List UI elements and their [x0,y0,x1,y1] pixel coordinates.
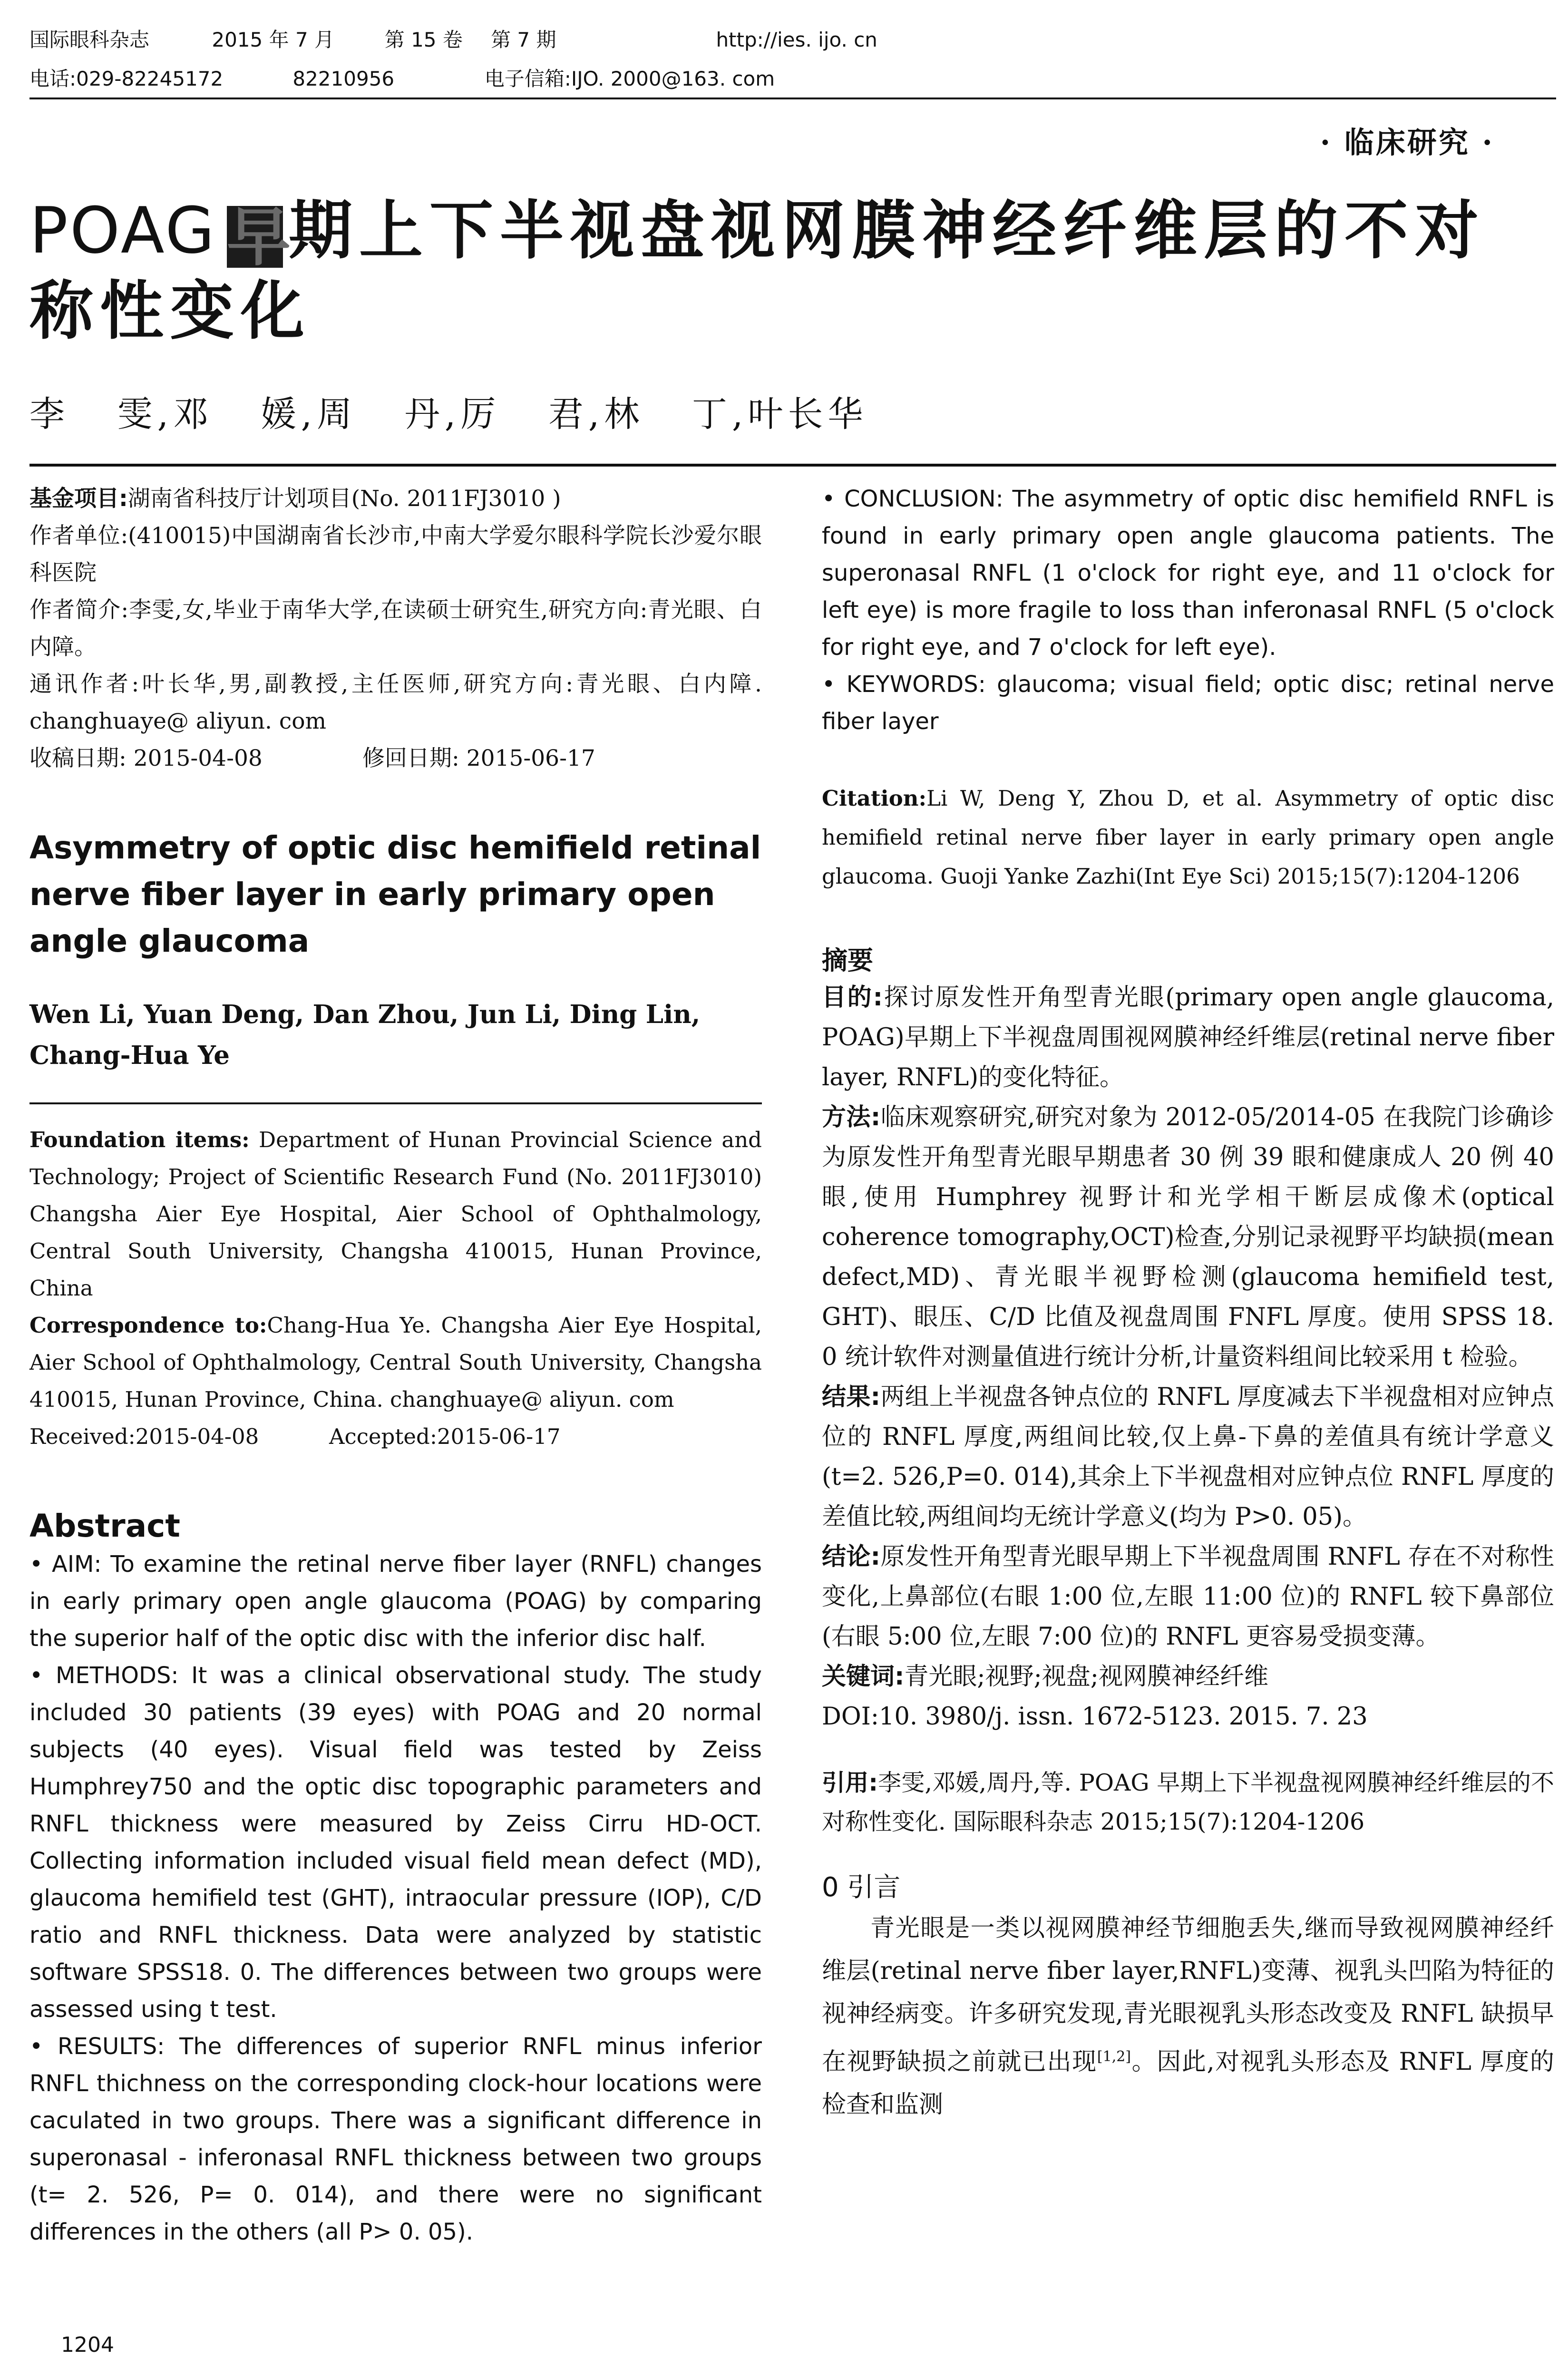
title-rest: 期上下半视盘视网膜神经纤维层的不对称性变化 [29,193,1486,348]
citation-cn [822,1763,1554,1841]
email[interactable]: 电子信箱:IJO. 2000@163. com [484,67,775,90]
corr-label: 通讯作者: [29,671,139,697]
authors-en: Wen Li, Yuan Deng, Dan Zhou, Jun Li, Ding Lin, Chang-Hua Ye [29,1000,701,1070]
cn-keywords-label: 关键词: [822,1663,905,1691]
phone: 电话:029-82245172 [29,67,224,90]
title-highlight-char: 早 [227,199,291,274]
bio-text: 李雯,女,毕业于南华大学,在读硕士研究生,研究方向:青光眼、白内障。 [29,597,762,660]
right-column [822,480,1554,2126]
issue: 第 7 期 [491,28,556,51]
intro-text-2: 。因此,对视乳头形态及 RNFL 厚度的检查和监测 [822,2048,1554,2119]
abstract-cn-heading: 摘要 [822,945,873,975]
cn-methods-label: 方法: [822,1103,881,1131]
received-en: Received:2015-04-08 [29,1424,259,1449]
intro-reference[interactable]: [1,2] [1097,2048,1131,2065]
cn-conclusion-label: 结论: [822,1543,881,1571]
abstract-en-left [29,1546,762,2250]
cn-results-label: 结果: [822,1383,881,1411]
authors-rule [29,1102,762,1104]
corr-text: 叶长华,男,副教授,主任医师,研究方向:青光眼、白内障. changhuaye@ aliyun. com [29,671,762,734]
title-poag: POAG [29,194,217,268]
citation-en [822,779,1554,896]
correspondence-label: Correspondence to: [29,1313,267,1338]
cn-conclusion: 原发性开角型青光眼早期上下半视盘周围 RNFL 存在不对称性变化,上鼻部位(右眼 1:00 位,左眼 11:00 位)的 RNFL 较下鼻部位(右眼 5:00 位,左眼 7:00 位)的 RNFL 更容易受损变薄。 [822,1543,1554,1651]
article-title-en: Asymmetry of optic disc hemifield retinal nerve fiber layer in early primary open angle glaucoma [29,829,761,959]
citation-text: Li W, Deng Y, Zhou D, et al. Asymmetry of optic disc hemifield retinal nerve fiber layer in early primary open angle glaucoma. Guoji Yanke Zazhi(Int Eye Sci) 2015;15(7):1204-1206 [822,786,1554,889]
unit-text: (410015)中国湖南省长沙市,中南大学爱尔眼科学院长沙爱尔眼科医院 [29,523,762,586]
cn-keywords: 青光眼;视野;视盘;视网膜神经纤维 [904,1663,1268,1691]
abstract-cn [822,978,1554,1737]
cn-methods: 临床观察研究,研究对象为 2012-05/2014-05 在我院门诊确诊为原发性开角型青光眼早期患者 30 例 39 眼和健康成人 20 例 40 眼,使用 Humphrey 视野计和光学相干断层成像术(optical coherence tomography,OCT)检查,分别记录视野平均缺损(mean defect,MD)、青光眼半视野检测(glaucoma hemifield test, GHT)、眼压、C/D 比值及视盘周围 FNFL 厚度。使用 SPSS 18. 0 统计软件对测量值进行统计分析,计量资料组间比较采用 t 检验。 [822,1103,1554,1371]
page-number: 1204 [61,2333,114,2357]
abstract-en-right [822,480,1554,740]
abstract-methods: • METHODS: It was a clinical observational study. The study included 30 patients (39 eyes) with POAG and 20 normal subjects (40 eyes). Visual field was tested by Zeiss Humphrey750 and the optic disc topographic parameters and RNFL thickness were measured by Zeiss Cirru HD-OCT. Collecting information included visual field mean defect (MD), glaucoma hemifield test (GHT), intraocular pressure (IOP), C/D ratio and RNFL thickness. Data were analyzed by statistic software SPSS18. 0. The differences between two groups were assessed using t test. [29,1662,762,2023]
intro-text: 青光眼是一类以视网膜神经节细胞丢失,继而导致视网膜神经纤维层(retinal nerve fiber layer,RNFL)变薄、视乳头凹陷为特征的视神经病变。许多研究发现,青光眼视乳头形态改变及 RNFL 缺损早在视野缺损之前就已出现 [822,1914,1554,2076]
journal-header-line1 [29,28,877,52]
abstract-results: • RESULTS: The differences of superior RNFL minus inferior RNFL thichness on the corresponding clock-hour locations were caculated in two groups. There was a significant difference in superonasal - inferonasal RNFL thickness between two groups (t= 2. 526, P= 0. 014), and there were no significant differences in the others (all P> 0. 05). [29,2033,762,2245]
accepted-en: Accepted:2015-06-17 [329,1424,561,1449]
foundation-text: Department of Hunan Provincial Science and Technology; Project of Scientific Research Fund (No. 2011FJ3010) Changsha Aier Eye Hospital, Aier School of Ophthalmology, Central South University, Changsha 410015, Hunan Province, China [29,1127,762,1301]
abstract-aim: • AIM: To examine the retinal nerve fiber layer (RNFL) changes in early primary open angle glaucoma (POAG) by comparing the superior half of the optic disc with the inferior disc half. [29,1551,762,1652]
fund-label: 基金项目: [29,486,128,512]
fund-text: 湖南省科技厅计划项目(No. 2011FJ3010 ) [127,486,561,512]
volume: 第 15 卷 [384,28,463,51]
authors-cn: 李 雯,邓 媛,周 丹,厉 君,林 丁,叶长华 [29,394,868,435]
issue-date: 2015 年 7 月 [212,28,335,51]
header-rule [29,97,1556,99]
foundation-block [29,1121,762,1455]
cn-aim-label: 目的: [822,984,883,1012]
abstract-conclusion: • CONCLUSION: The asymmetry of optic disc hemifield RNFL is found in early primary open angle glaucoma patients. The superonasal RNFL (1 o'clock for right eye, and 11 o'clock for left eye) is more fragile to loss than inferonasal RNFL (5 o'clock for right eye, and 7 o'clock for left eye). [822,486,1554,661]
cn-results: 两组上半视盘各钟点位的 RNFL 厚度减去下半视盘相对应钟点位的 RNFL 厚度,两组间比较,仅上鼻-下鼻的差值具有统计学意义(t=2. 526,P=0. 014),其余上下半视盘相对应钟点位 RNFL 厚度的差值比较,两组间均无统计学意义(均为 P>0. 05)。 [822,1383,1554,1531]
cite-cn-text: 李雯,邓媛,周丹,等. POAG 早期上下半视盘视网膜神经纤维层的不对称性变化. 国际眼科杂志 2015;15(7):1204-1206 [822,1769,1554,1835]
abstract-keywords: • KEYWORDS: glaucoma; visual field; optic disc; retinal nerve fiber layer [822,671,1554,735]
doi[interactable]: DOI:10. 3980/j. issn. 1672-5123. 2015. 7. 23 [822,1703,1368,1731]
revised-cn: 修回日期: 2015-06-17 [362,745,595,771]
article-title-cn [29,190,1551,351]
article-info-cn [29,480,762,777]
bio-label: 作者简介: [29,597,129,623]
abstract-heading: Abstract [29,1508,180,1544]
phone-2: 82210956 [292,67,395,90]
cn-aim: 探讨原发性开角型青光眼(primary open angle glaucoma, POAG)早期上下半视盘周围视网膜神经纤维层(retinal nerve fiber layer, RNFL)的变化特征。 [822,984,1554,1091]
title-rule [29,464,1556,467]
intro-heading: 0 引言 [822,1872,901,1903]
correspondence-text: Chang-Hua Ye. Changsha Aier Eye Hospital, Aier School of Ophthalmology, Central South University, Changsha 410015, Hunan Province, China. changhuaye@ aliyun. com [29,1313,762,1412]
journal-url[interactable]: http://ies. ijo. cn [716,28,877,51]
cite-cn-label: 引用: [822,1769,878,1796]
journal-header-line2 [29,67,775,91]
foundation-label: Foundation items: [29,1127,250,1152]
received-cn: 收稿日期: 2015-04-08 [29,745,263,771]
section-tag: · 临床研究 · [1320,125,1494,160]
citation-label: Citation: [822,786,927,811]
journal-name: 国际眼科杂志 [29,28,150,51]
intro-paragraph [822,1907,1554,2126]
unit-label: 作者单位: [29,523,128,549]
left-column [29,480,762,2250]
